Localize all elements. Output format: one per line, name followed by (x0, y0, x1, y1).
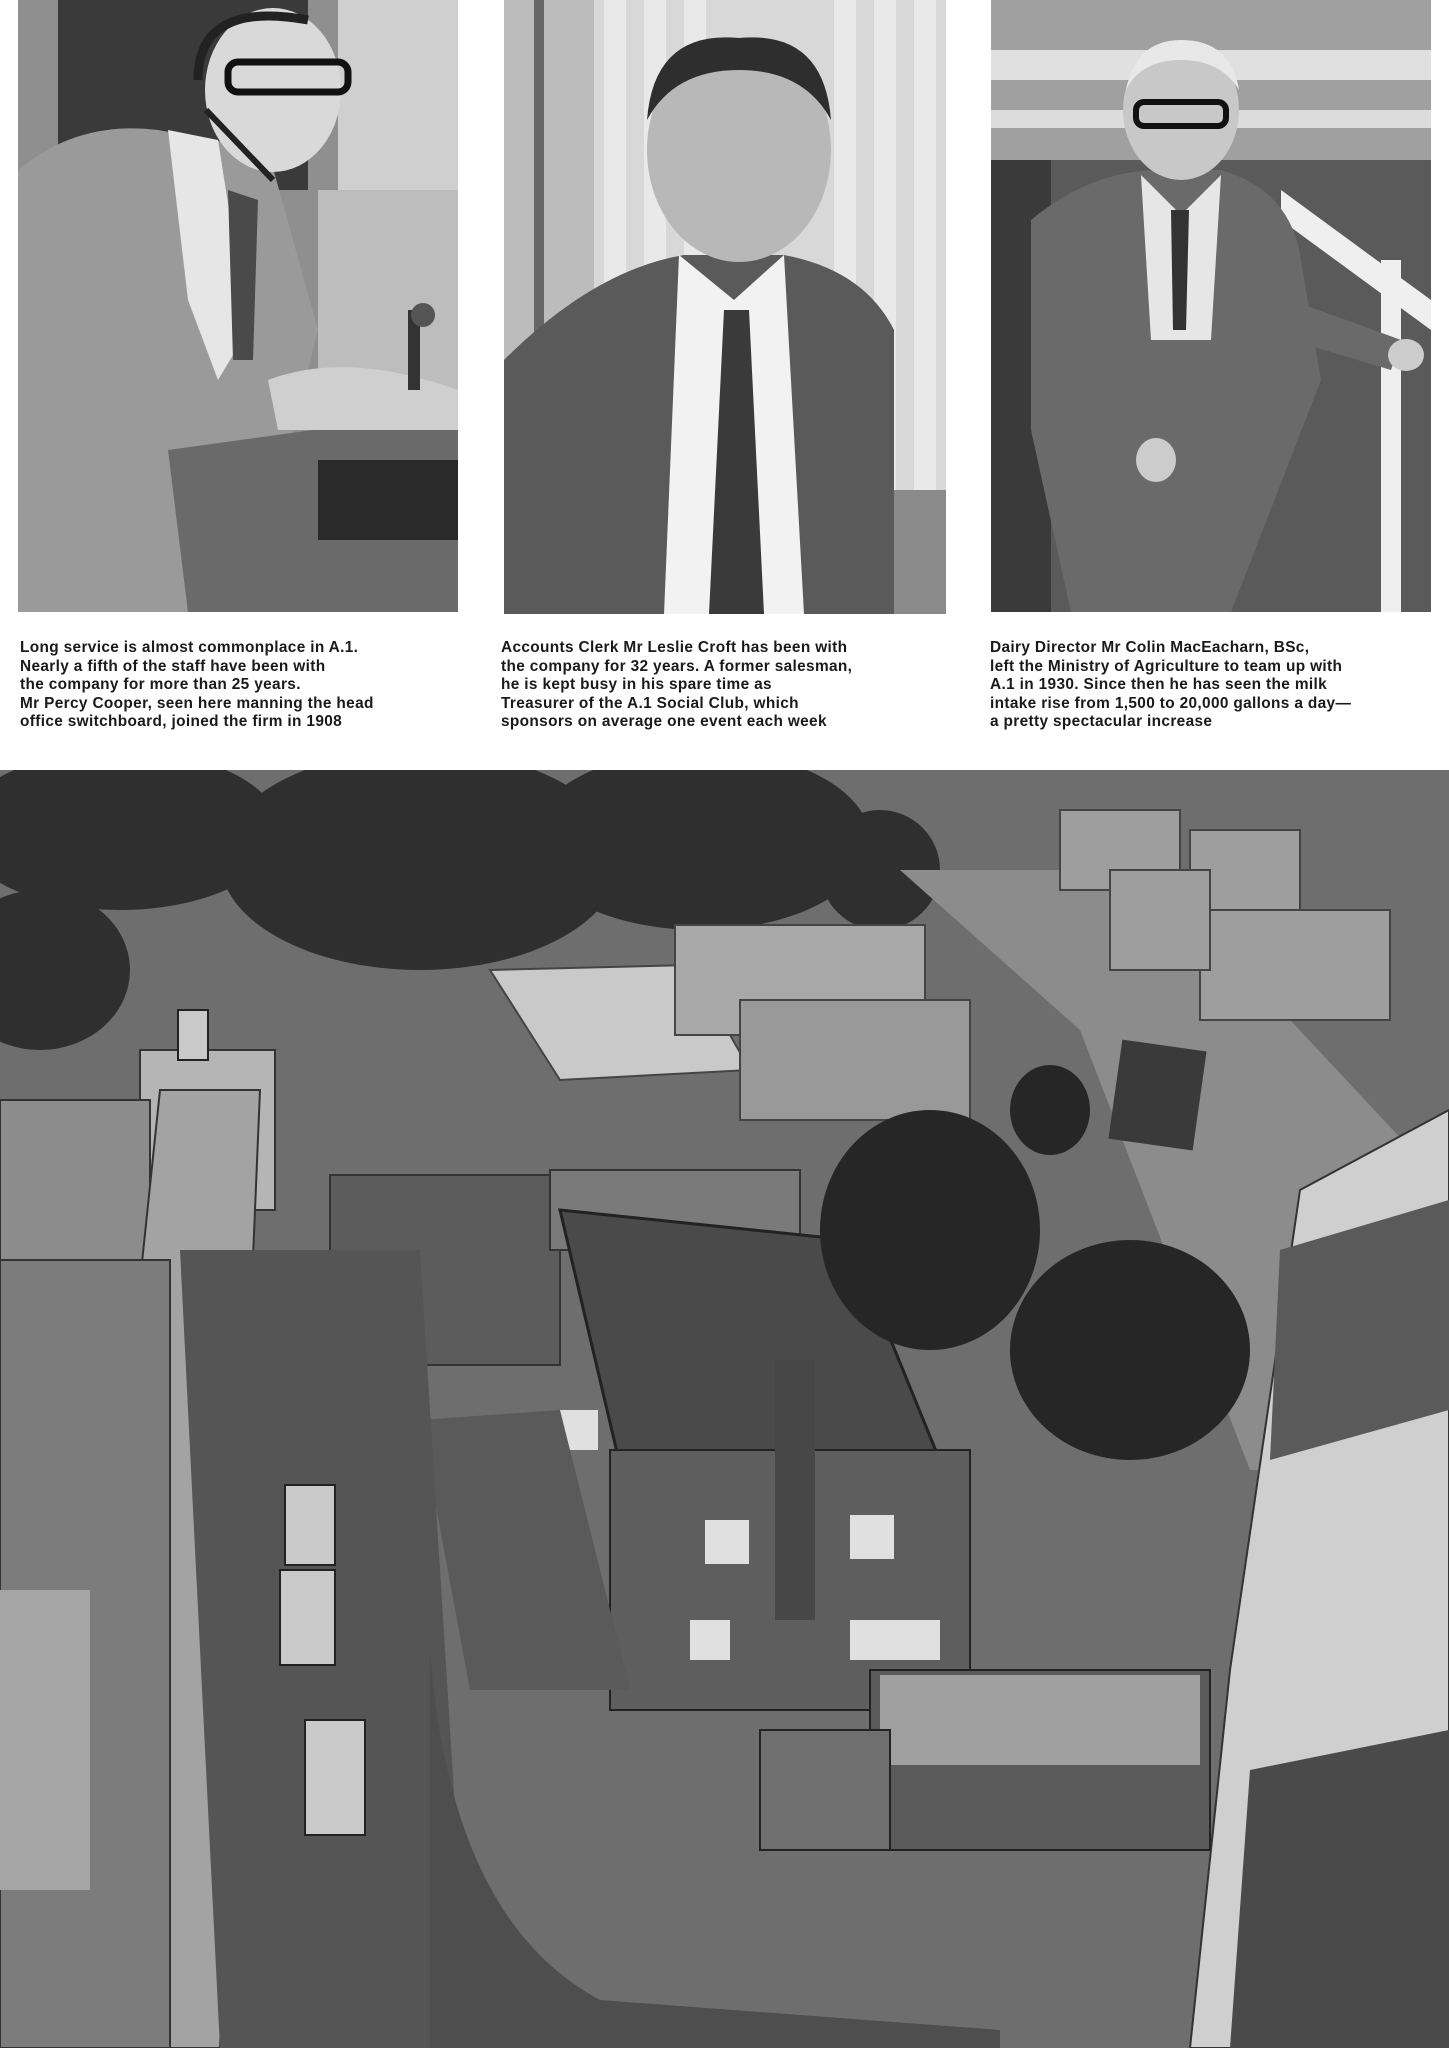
caption-line: the company for more than 25 years. (20, 676, 301, 693)
caption-line: Mr Percy Cooper, seen here manning the head (20, 694, 374, 712)
caption-line: Dairy Director Mr Colin MacEacharn, BSc, (990, 639, 1310, 656)
photo-accounts-clerk-image (504, 0, 946, 614)
caption-line: Accounts Clerk Mr Leslie Croft has been with (501, 639, 848, 656)
photo-dairy-director (991, 0, 1431, 612)
caption-accounts-clerk (501, 639, 951, 732)
photo-accounts-clerk (504, 0, 946, 614)
caption-line: Treasurer of the A.1 Social Club, which (501, 694, 799, 712)
caption-line: left the Ministry of Agriculture to team up with (990, 657, 1343, 675)
caption-line: A.1 in 1930. Since then he has seen the milk (990, 676, 1328, 693)
photo-dairy-director-image (991, 0, 1431, 612)
photo-aerial-view-image (0, 770, 1449, 2048)
caption-dairy-director (990, 639, 1440, 732)
caption-line: Long service is almost commonplace in A.1. (20, 639, 359, 656)
photo-switchboard-operator-image (18, 0, 458, 612)
caption-line: intake rise from 1,500 to 20,000 gallons a day— (990, 694, 1352, 712)
caption-line: the company for 32 years. A former salesman, (501, 657, 853, 675)
caption-line: a pretty spectacular increase (990, 713, 1213, 730)
caption-switchboard-operator (20, 639, 470, 732)
photo-switchboard-operator (18, 0, 458, 612)
caption-line: sponsors on average one event each week (501, 713, 827, 730)
caption-line: office switchboard, joined the firm in 1908 (20, 713, 343, 730)
caption-line: Nearly a fifth of the staff have been with (20, 657, 326, 675)
caption-line: he is kept busy in his spare time as (501, 676, 772, 693)
photo-aerial-view (0, 770, 1449, 2048)
